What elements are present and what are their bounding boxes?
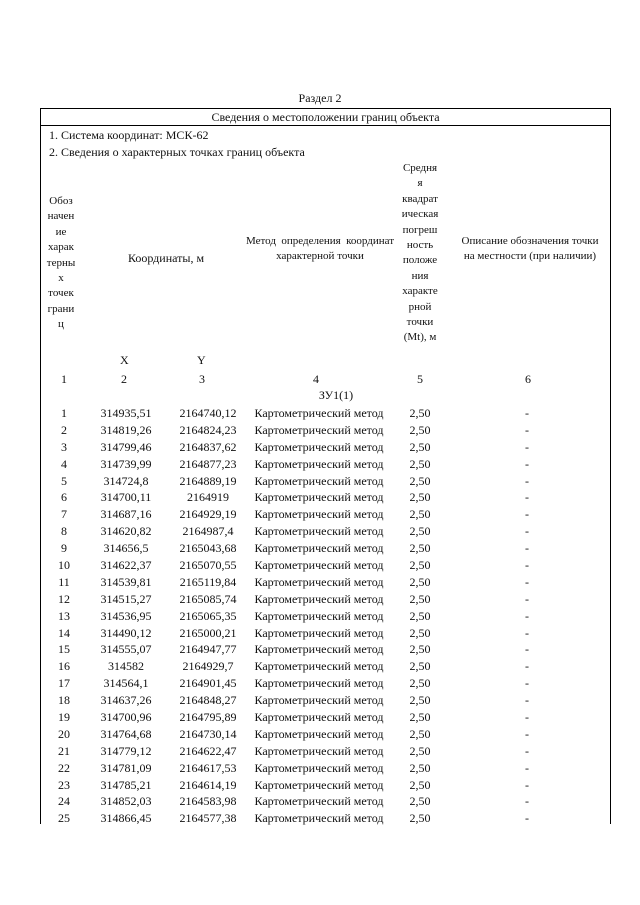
mean-error-cell: 2,50 bbox=[409, 439, 431, 454]
point-number: 2 bbox=[61, 422, 67, 437]
coordinates-table bbox=[40, 108, 611, 824]
point-number: 24 bbox=[58, 794, 70, 809]
coordinate-x: 314656,5 bbox=[103, 541, 149, 556]
table-row bbox=[41, 709, 610, 726]
method-cell: Картометрический метод bbox=[254, 558, 384, 573]
coordinate-x: 314620,82 bbox=[100, 524, 152, 539]
description-cell: - bbox=[525, 659, 529, 674]
header-mean-error: Средня я квадрат ическая погреш ность положе ния характе рной точки (Mt), м bbox=[401, 162, 439, 344]
description-cell: - bbox=[525, 794, 529, 809]
land-plot-label: ЗУ1(1) bbox=[318, 388, 354, 402]
coordinate-y: 2164919 bbox=[187, 490, 229, 505]
description-cell: - bbox=[525, 726, 529, 741]
coordinate-y: 2164947,77 bbox=[179, 642, 237, 657]
point-number: 7 bbox=[61, 507, 67, 522]
coordinate-y: 2165000,21 bbox=[179, 625, 237, 640]
mean-error-cell: 2,50 bbox=[409, 676, 431, 691]
table-row bbox=[41, 726, 610, 743]
coordinate-x: 314536,95 bbox=[100, 608, 152, 623]
method-cell: Картометрический метод bbox=[254, 676, 384, 691]
method-cell: Картометрический метод bbox=[254, 710, 384, 725]
method-cell: Картометрический метод bbox=[254, 524, 384, 539]
description-cell: - bbox=[525, 625, 529, 640]
table-row bbox=[41, 405, 610, 422]
table-row bbox=[41, 692, 610, 709]
mean-error-cell: 2,50 bbox=[409, 608, 431, 623]
coordinate-y: 2164795,89 bbox=[179, 710, 237, 725]
point-number: 21 bbox=[58, 743, 70, 758]
table-row bbox=[41, 658, 610, 675]
description-cell: - bbox=[525, 490, 529, 505]
point-number: 23 bbox=[58, 777, 70, 792]
point-number: 6 bbox=[61, 490, 67, 505]
method-cell: Картометрический метод bbox=[254, 591, 384, 606]
coordinate-y: 2164929,19 bbox=[179, 507, 237, 522]
table-row bbox=[41, 810, 610, 827]
coordinate-x: 314779,12 bbox=[100, 743, 152, 758]
coordinate-y: 2164837,62 bbox=[179, 439, 237, 454]
coordinate-y: 2164614,19 bbox=[179, 777, 237, 792]
description-cell: - bbox=[525, 760, 529, 775]
description-cell: - bbox=[525, 456, 529, 471]
method-cell: Картометрический метод bbox=[254, 406, 384, 420]
point-number: 25 bbox=[58, 811, 70, 826]
coordinate-y: 2164824,23 bbox=[179, 422, 237, 437]
coordinate-y: 2165070,55 bbox=[179, 558, 237, 573]
coordinate-y: 2164901,45 bbox=[179, 676, 237, 691]
coordinate-x: 314637,26 bbox=[100, 693, 152, 708]
mean-error-cell: 2,50 bbox=[409, 422, 431, 437]
column-number-4: 4 bbox=[313, 372, 319, 386]
mean-error-cell: 2,50 bbox=[409, 743, 431, 758]
description-cell: - bbox=[525, 406, 529, 420]
mean-error-cell: 2,50 bbox=[409, 524, 431, 539]
description-cell: - bbox=[525, 642, 529, 657]
method-cell: Картометрический метод bbox=[254, 659, 384, 674]
table-row bbox=[41, 641, 610, 658]
point-number: 20 bbox=[58, 726, 70, 741]
coordinate-y: 2164889,19 bbox=[179, 473, 237, 488]
mean-error-cell: 2,50 bbox=[409, 811, 431, 826]
method-cell: Картометрический метод bbox=[254, 490, 384, 505]
coordinate-x: 314564,1 bbox=[103, 676, 149, 691]
coordinate-y: 2164730,14 bbox=[179, 726, 237, 741]
table-row bbox=[41, 439, 610, 456]
description-cell: - bbox=[525, 693, 529, 708]
mean-error-cell: 2,50 bbox=[409, 625, 431, 640]
method-cell: Картометрический метод bbox=[254, 811, 384, 826]
coordinate-y: 2165119,84 bbox=[179, 574, 237, 589]
table-title: Сведения о местоположении границ объекта bbox=[41, 110, 610, 126]
description-cell: - bbox=[525, 710, 529, 725]
coordinate-y: 2164987,4 bbox=[182, 524, 234, 539]
coordinate-x: 314724,8 bbox=[103, 473, 149, 488]
mean-error-cell: 2,50 bbox=[409, 710, 431, 725]
table-row bbox=[41, 608, 610, 625]
coordinate-x: 314700,11 bbox=[100, 490, 152, 505]
mean-error-cell: 2,50 bbox=[409, 456, 431, 471]
table-row bbox=[41, 793, 610, 810]
coordinate-y: 2165065,35 bbox=[179, 608, 237, 623]
column-number-2: 2 bbox=[121, 372, 127, 386]
description-cell: - bbox=[525, 811, 529, 826]
description-cell: - bbox=[525, 591, 529, 606]
mean-error-cell: 2,50 bbox=[409, 558, 431, 573]
table-row bbox=[41, 743, 610, 760]
method-cell: Картометрический метод bbox=[254, 608, 384, 623]
method-cell: Картометрический метод bbox=[254, 574, 384, 589]
mean-error-cell: 2,50 bbox=[409, 591, 431, 606]
column-number-5: 5 bbox=[417, 372, 423, 386]
table-row bbox=[41, 540, 610, 557]
coordinate-x: 314819,26 bbox=[100, 422, 152, 437]
column-number-1: 1 bbox=[61, 372, 67, 386]
coordinate-y: 2164877,23 bbox=[179, 456, 237, 471]
header-method: Метод определения координат характерной точки bbox=[246, 235, 394, 263]
point-number: 22 bbox=[58, 760, 70, 775]
mean-error-cell: 2,50 bbox=[409, 760, 431, 775]
coordinate-y: 2164848,27 bbox=[179, 693, 237, 708]
table-row bbox=[41, 574, 610, 591]
column-number-3: 3 bbox=[199, 372, 205, 386]
description-cell: - bbox=[525, 422, 529, 437]
table-row bbox=[41, 591, 610, 608]
point-number: 13 bbox=[58, 608, 70, 623]
subheader-y: Y bbox=[197, 353, 206, 367]
mean-error-cell: 2,50 bbox=[409, 777, 431, 792]
point-number: 16 bbox=[58, 659, 70, 674]
table-row bbox=[41, 675, 610, 692]
coordinate-x: 314700,96 bbox=[100, 710, 152, 725]
coordinate-x: 314866,45 bbox=[100, 811, 152, 826]
point-number: 5 bbox=[61, 473, 67, 488]
method-cell: Картометрический метод bbox=[254, 456, 384, 471]
description-cell: - bbox=[525, 541, 529, 556]
coordinate-x: 314764,68 bbox=[100, 726, 152, 741]
description-cell: - bbox=[525, 558, 529, 573]
coordinate-x: 314781,09 bbox=[100, 760, 152, 775]
table-row bbox=[41, 557, 610, 574]
method-cell: Картометрический метод bbox=[254, 439, 384, 454]
mean-error-cell: 2,50 bbox=[409, 659, 431, 674]
coordinate-x: 314515,27 bbox=[100, 591, 152, 606]
coordinate-x: 314935,51 bbox=[100, 406, 152, 420]
header-point-designation: Обоз начен ие харак терны х точек грани ц bbox=[46, 195, 76, 331]
header-description: Описание обозначения точки на местности (при наличии) bbox=[461, 235, 599, 263]
coordinate-y: 2165043,68 bbox=[179, 541, 237, 556]
mean-error-cell: 2,50 bbox=[409, 473, 431, 488]
table-row bbox=[41, 506, 610, 523]
method-cell: Картометрический метод bbox=[254, 777, 384, 792]
point-number: 3 bbox=[61, 439, 67, 454]
point-number: 14 bbox=[58, 625, 70, 640]
description-cell: - bbox=[525, 608, 529, 623]
table-row bbox=[41, 777, 610, 794]
method-cell: Картометрический метод bbox=[254, 794, 384, 809]
points-info-line: 2. Сведения о характерных точках границ объекта bbox=[49, 145, 305, 159]
coordinate-x: 314739,99 bbox=[100, 456, 152, 471]
point-number: 19 bbox=[58, 710, 70, 725]
point-number: 18 bbox=[58, 693, 70, 708]
point-number: 1 bbox=[61, 406, 67, 420]
point-number: 12 bbox=[58, 591, 70, 606]
description-cell: - bbox=[525, 473, 529, 488]
mean-error-cell: 2,50 bbox=[409, 507, 431, 522]
table-row bbox=[41, 489, 610, 506]
header-coordinates: Координаты, м bbox=[127, 251, 205, 265]
description-cell: - bbox=[525, 524, 529, 539]
coordinate-x: 314490,12 bbox=[100, 625, 152, 640]
mean-error-cell: 2,50 bbox=[409, 693, 431, 708]
table-row bbox=[41, 760, 610, 777]
description-cell: - bbox=[525, 439, 529, 454]
point-number: 15 bbox=[58, 642, 70, 657]
coordinate-y: 2164577,38 bbox=[179, 811, 237, 826]
mean-error-cell: 2,50 bbox=[409, 726, 431, 741]
mean-error-cell: 2,50 bbox=[409, 541, 431, 556]
coordinate-x: 314582 bbox=[108, 659, 144, 674]
coordinate-x: 314852,03 bbox=[100, 794, 152, 809]
mean-error-cell: 2,50 bbox=[409, 794, 431, 809]
coordinate-x: 314539,81 bbox=[100, 574, 152, 589]
table-row bbox=[41, 456, 610, 473]
method-cell: Картометрический метод bbox=[254, 625, 384, 640]
method-cell: Картометрический метод bbox=[254, 541, 384, 556]
coordinate-y: 2164583,98 bbox=[179, 794, 237, 809]
table-row bbox=[41, 625, 610, 642]
method-cell: Картометрический метод bbox=[254, 743, 384, 758]
description-cell: - bbox=[525, 676, 529, 691]
method-cell: Картометрический метод bbox=[254, 507, 384, 522]
description-cell: - bbox=[525, 507, 529, 522]
mean-error-cell: 2,50 bbox=[409, 490, 431, 505]
method-cell: Картометрический метод bbox=[254, 693, 384, 708]
method-cell: Картометрический метод bbox=[254, 726, 384, 741]
coordinate-y: 2164622,47 bbox=[179, 743, 237, 758]
coordinate-x: 314687,16 bbox=[100, 507, 152, 522]
subheader-x: X bbox=[120, 353, 129, 367]
column-number-6: 6 bbox=[525, 372, 531, 386]
method-cell: Картометрический метод bbox=[254, 473, 384, 488]
coordinate-x: 314555,07 bbox=[100, 642, 152, 657]
point-number: 8 bbox=[61, 524, 67, 539]
coordinate-x: 314622,37 bbox=[100, 558, 152, 573]
description-cell: - bbox=[525, 743, 529, 758]
coordinate-y: 2165085,74 bbox=[179, 591, 237, 606]
coordinate-y: 2164929,7 bbox=[182, 659, 234, 674]
coordinate-y: 2164617,53 bbox=[179, 760, 237, 775]
coordinate-system-line: 1. Система координат: МСК-62 bbox=[49, 128, 209, 142]
point-number: 4 bbox=[61, 456, 67, 471]
method-cell: Картометрический метод bbox=[254, 760, 384, 775]
table-row bbox=[41, 523, 610, 540]
section-title: Раздел 2 bbox=[298, 91, 342, 105]
coordinate-x: 314799,46 bbox=[100, 439, 152, 454]
point-number: 9 bbox=[61, 541, 67, 556]
mean-error-cell: 2,50 bbox=[409, 642, 431, 657]
description-cell: - bbox=[525, 574, 529, 589]
method-cell: Картометрический метод bbox=[254, 422, 384, 437]
point-number: 10 bbox=[58, 558, 70, 573]
point-number: 17 bbox=[58, 676, 70, 691]
mean-error-cell: 2,50 bbox=[409, 406, 431, 420]
table-row bbox=[41, 422, 610, 439]
method-cell: Картометрический метод bbox=[254, 642, 384, 657]
table-row bbox=[41, 473, 610, 490]
point-number: 11 bbox=[58, 574, 70, 589]
table-body bbox=[41, 405, 610, 827]
coordinate-x: 314785,21 bbox=[100, 777, 152, 792]
description-cell: - bbox=[525, 777, 529, 792]
coordinate-y: 2164740,12 bbox=[179, 406, 237, 420]
mean-error-cell: 2,50 bbox=[409, 574, 431, 589]
